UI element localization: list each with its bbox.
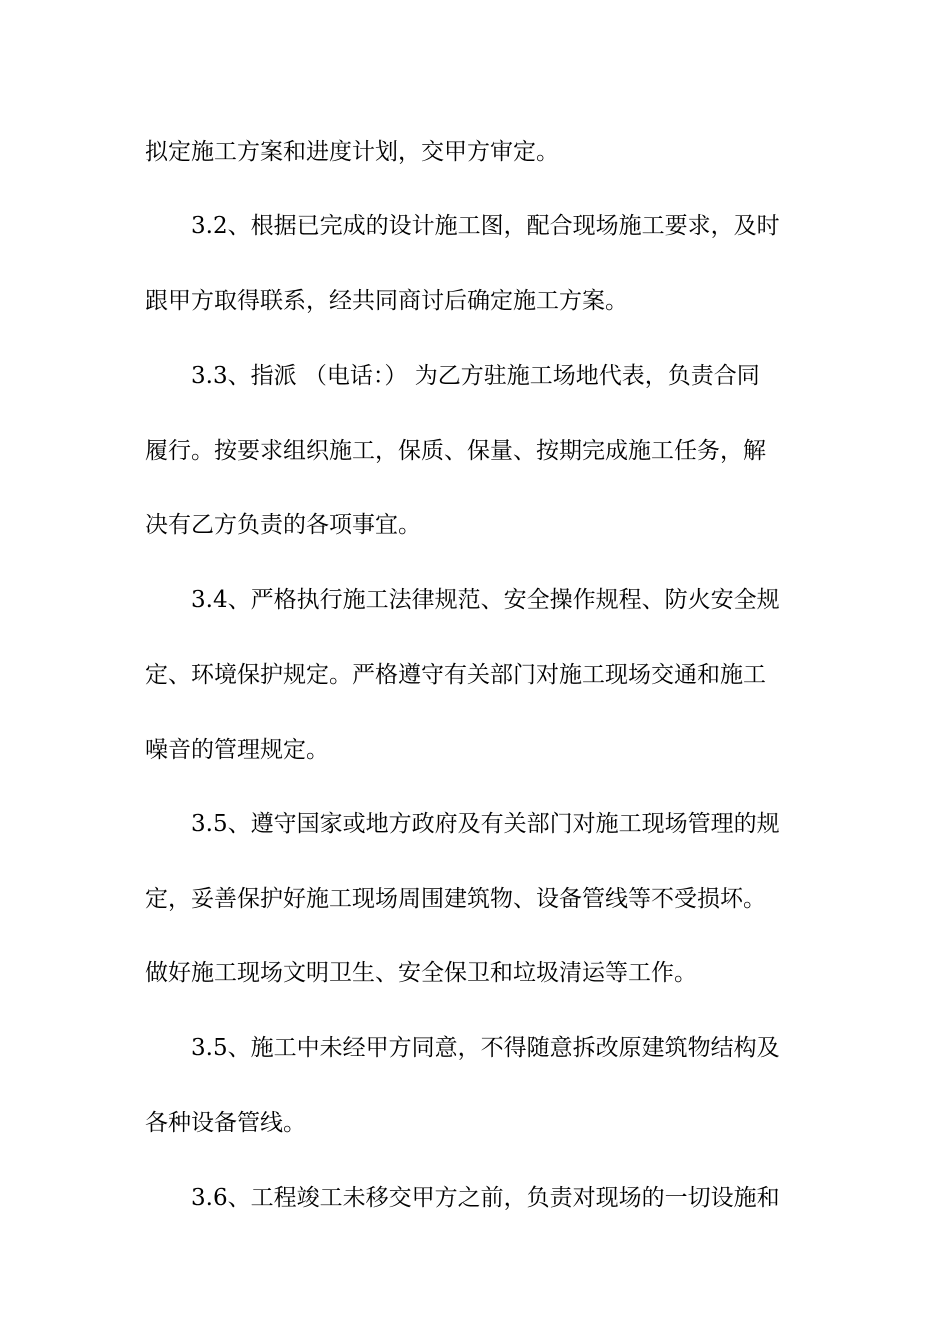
paragraph-line: 履行。按要求组织施工，保质、保量、按期完成施工任务，解 (145, 438, 766, 464)
paragraph-line: 定、环境保护规定。严格遵守有关部门对施工现场交通和施工 (145, 662, 766, 688)
paragraph-line: 噪音的管理规定。 (145, 737, 329, 763)
paragraph-line: 3.5、遵守国家或地方政府及有关部门对施工现场管理的规 (191, 811, 780, 837)
paragraph-line: 定，妥善保护好施工现场周围建筑物、设备管线等不受损坏。 (145, 886, 766, 912)
paragraph-line: 跟甲方取得联系，经共同商讨后确定施工方案。 (145, 288, 628, 314)
paragraph-line: 3.6、工程竣工未移交甲方之前，负责对现场的一切设施和 (191, 1185, 780, 1211)
paragraph-line: 做好施工现场文明卫生、安全保卫和垃圾清运等工作。 (145, 960, 697, 986)
paragraph-line: 决有乙方负责的各项事宜。 (145, 512, 421, 538)
paragraph-line: 3.4、严格执行施工法律规范、安全操作规程、防火安全规 (191, 587, 780, 613)
paragraph-line: 3.5、施工中未经甲方同意，不得随意拆改原建筑物结构及 (191, 1035, 780, 1061)
paragraph-line: 各种设备管线。 (145, 1110, 306, 1136)
paragraph-line: 3.3、指派 （电话：） 为乙方驻施工场地代表，负责合同 (191, 363, 760, 389)
paragraph-line: 3.2、根据已完成的设计施工图，配合现场施工要求，及时 (191, 213, 780, 239)
paragraph-line: 拟定施工方案和进度计划，交甲方审定。 (145, 139, 559, 165)
